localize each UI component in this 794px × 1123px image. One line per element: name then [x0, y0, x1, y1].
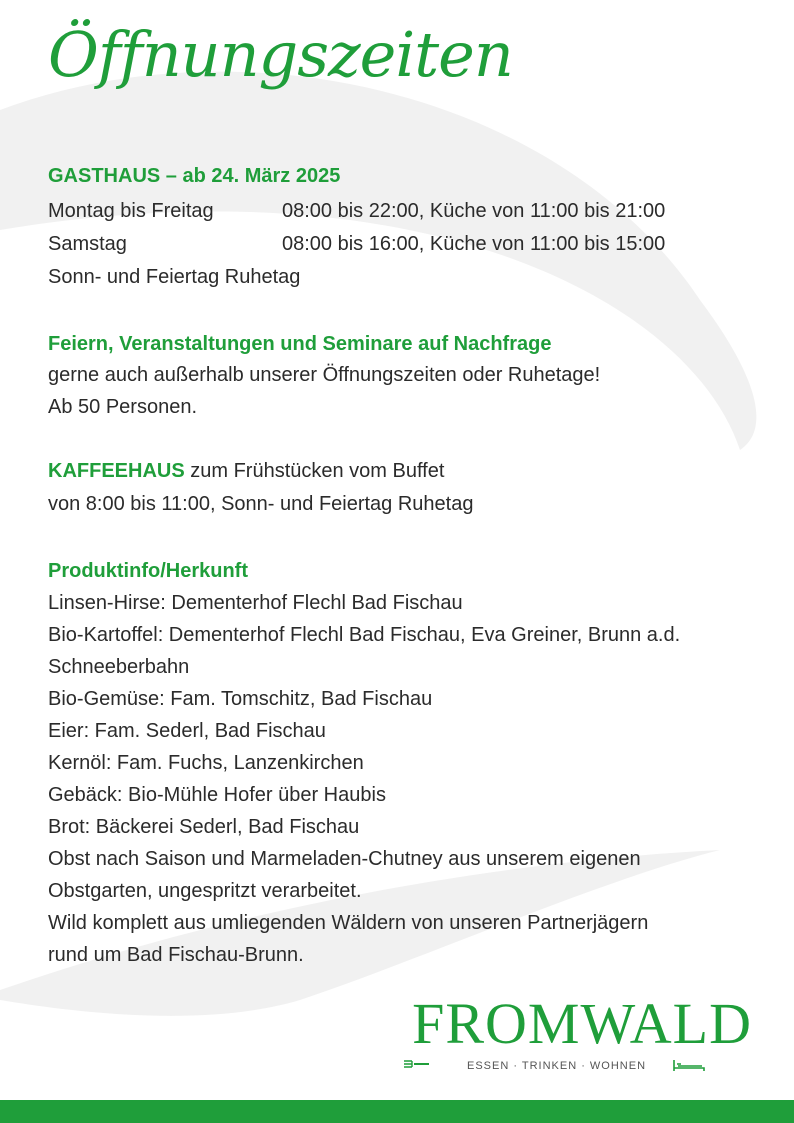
gasthaus-heading: GASTHAUS – ab 24. März 2025 [48, 165, 341, 187]
events-line-1 [48, 359, 768, 391]
list-item [48, 715, 748, 747]
item-text-cont: Schneeberbahn [48, 656, 190, 678]
closed-text: Sonn- und Feiertag Ruhetag [48, 266, 301, 288]
list-item [48, 619, 748, 683]
footer-bar [0, 1100, 794, 1123]
hours-row-weekdays [48, 195, 768, 227]
item-text: Brot: Bäckerei Sederl, Bad Fischau [48, 816, 360, 838]
kaffeehaus-desc: zum Frühstücken vom Buffet [184, 460, 445, 482]
list-item [48, 811, 748, 843]
kaffeehaus-hours: von 8:00 bis 11:00, Sonn- und Feiertag Ruhetag [48, 493, 474, 515]
item-text-cont: rund um Bad Fischau-Brunn. [48, 944, 304, 966]
bed-icon [672, 1058, 706, 1072]
list-item [48, 843, 748, 907]
hours-row-saturday [48, 228, 768, 260]
list-item [48, 779, 748, 811]
item-text: Bio-Gemüse: Fam. Tomschitz, Bad Fischau [48, 688, 433, 710]
kaffeehaus-name: KAFFEEHAUS [48, 460, 185, 482]
logo-wordmark: FROMWALD [412, 991, 752, 1056]
produkt-list [48, 587, 748, 971]
list-item [48, 907, 748, 971]
fromwald-logo [362, 991, 752, 1078]
produkt-heading: Produktinfo/Herkunft [48, 560, 248, 582]
fork-knife-icon [402, 1058, 430, 1072]
item-text: Kernöl: Fam. Fuchs, Lanzenkirchen [48, 752, 364, 774]
item-text: Eier: Fam. Sederl, Bad Fischau [48, 720, 326, 742]
kaffeehaus-line-1 [48, 455, 768, 487]
item-text: Gebäck: Bio-Mühle Hofer über Haubis [48, 784, 386, 806]
gasthaus-closed [48, 261, 768, 293]
item-text: Obst nach Saison und Marmeladen-Chutney aus unserem eigenen [48, 848, 641, 870]
events-line-2 [48, 391, 768, 423]
list-item [48, 683, 748, 715]
hours-time: 08:00 bis 22:00, Küche von 11:00 bis 21:00 [282, 200, 666, 222]
kaffeehaus-text [48, 455, 444, 487]
list-item [48, 747, 748, 779]
events-heading: Feiern, Veranstaltungen und Seminare auf Nachfrage [48, 333, 552, 355]
hours-day: Samstag [48, 233, 127, 255]
page-title: Öffnungszeiten [48, 18, 513, 91]
logo-tagline: ESSEN · TRINKEN · WOHNEN [467, 1060, 647, 1072]
item-text: Linsen-Hirse: Dementerhof Flechl Bad Fischau [48, 592, 463, 614]
item-text: Wild komplett aus umliegenden Wäldern von unseren Partnerjägern [48, 912, 649, 934]
item-text-cont: Obstgarten, ungespritzt verarbeitet. [48, 880, 362, 902]
events-text: gerne auch außerhalb unserer Öffnungszeiten oder Ruhetage! [48, 364, 601, 386]
item-text: Bio-Kartoffel: Dementerhof Flechl Bad Fischau, Eva Greiner, Brunn a.d. [48, 624, 681, 646]
events-text: Ab 50 Personen. [48, 396, 197, 418]
kaffeehaus-line-2 [48, 488, 768, 520]
hours-day: Montag bis Freitag [48, 200, 214, 222]
list-item [48, 587, 748, 619]
hours-time: 08:00 bis 16:00, Küche von 11:00 bis 15:00 [282, 233, 666, 255]
